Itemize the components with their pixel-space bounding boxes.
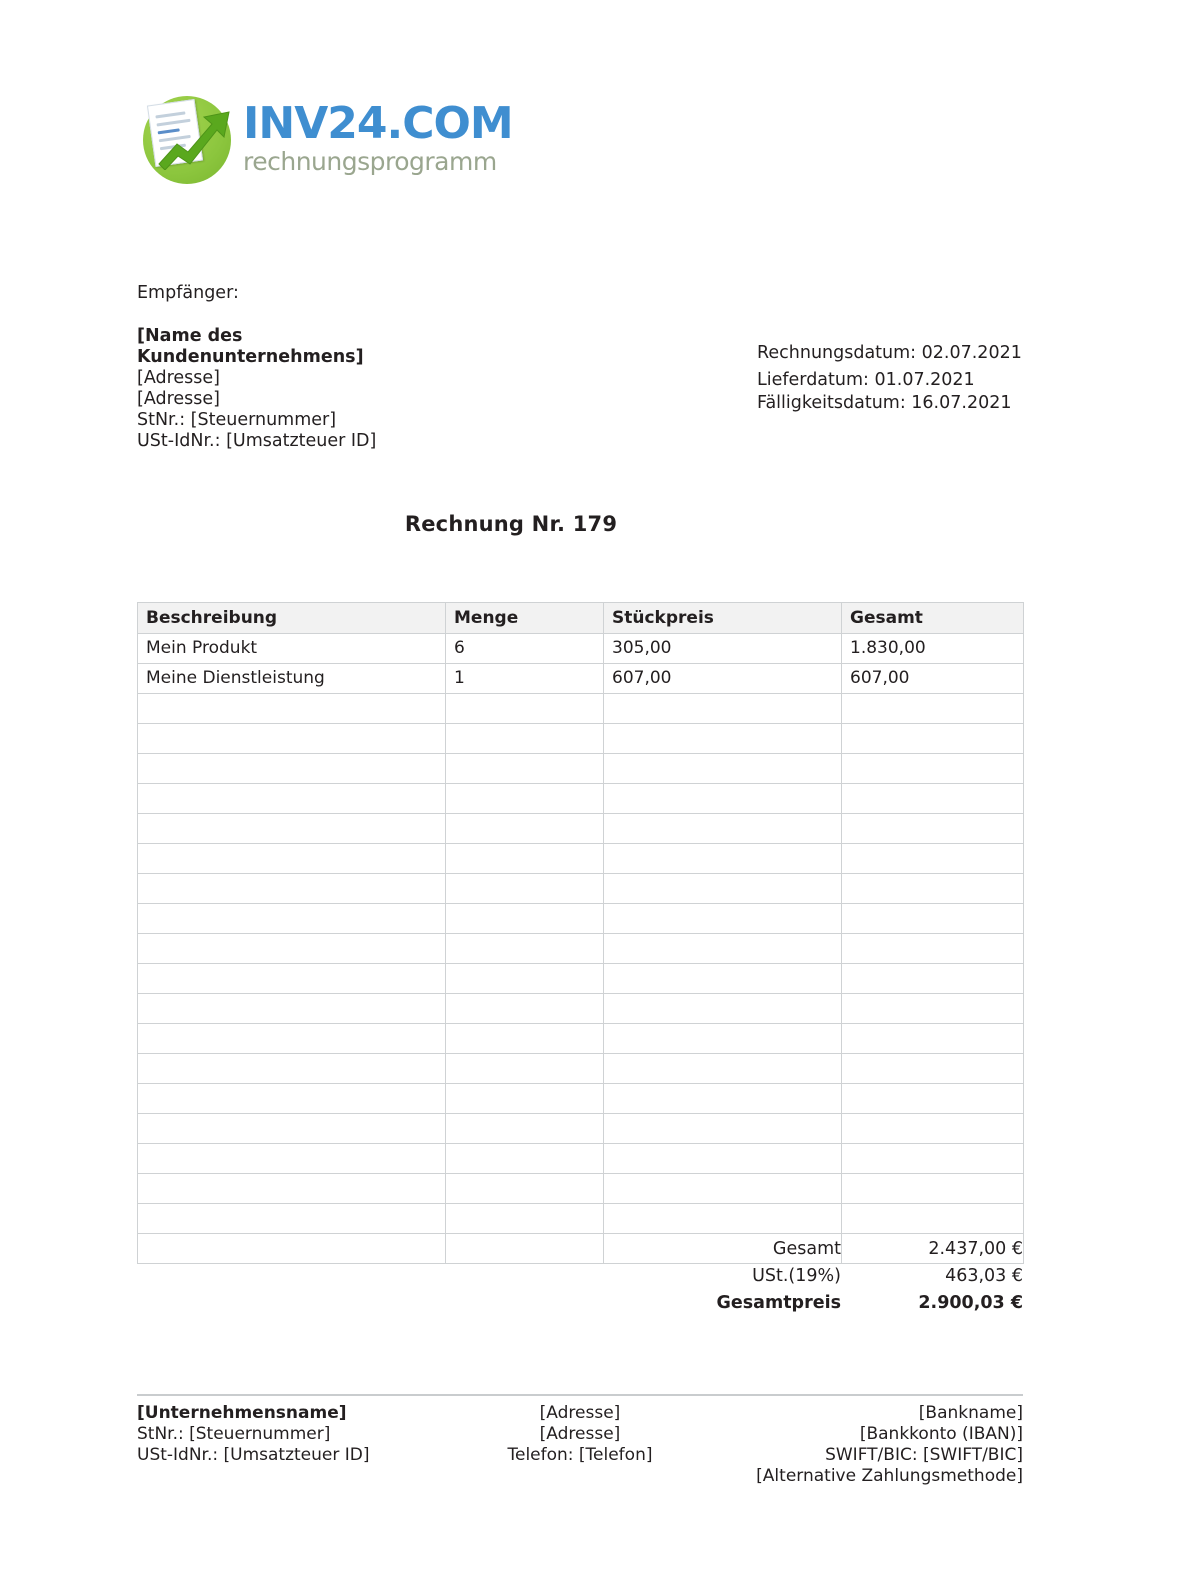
footer-company-name: [Unternehmensname] [137,1403,347,1423]
cell-total: 1.830,00 [842,634,1024,664]
table-row [138,664,1024,694]
subtotal-label: Gesamt [772,1239,841,1259]
cell-empty [604,1144,842,1174]
cell-empty [446,1174,604,1204]
page-title: Rechnung Nr. 179 [404,512,618,536]
cell-empty [446,934,604,964]
cell-empty [604,1204,842,1234]
footer-address-line-2: [Adresse] [539,1424,621,1444]
table-row [138,634,1024,664]
recipient-tax-number: StNr.: [Steuernummer] [137,410,337,430]
footer-bank-name: [Bankname] [918,1403,1023,1423]
cell-empty [138,754,446,784]
cell-empty [842,994,1024,1024]
cell-empty [138,1144,446,1174]
table-row-empty [138,1114,1024,1144]
cell-empty [604,814,842,844]
invoice-dates [757,342,1022,415]
cell-empty [604,964,842,994]
table-row-empty [138,694,1024,724]
cell-empty [842,694,1024,724]
subtotal-value: 2.437,00 € [928,1239,1023,1259]
cell-empty [138,934,446,964]
brand-title: INV24.COM [243,98,513,149]
table-row-empty [138,754,1024,784]
table-row-empty [138,934,1024,964]
cell-empty [604,874,842,904]
grand-total-label: Gesamtpreis [716,1293,841,1313]
cell-empty [604,844,842,874]
recipient-label: Empfänger: [137,283,239,303]
cell-empty [842,904,1024,934]
recipient-company: [Name des Kundenunternehmens] [137,326,364,367]
cell-empty [138,814,446,844]
cell-empty [604,1024,842,1054]
cell-empty [138,844,446,874]
cell-empty [842,1144,1024,1174]
cell-description: Meine Dienstleistung [138,664,446,694]
invoice-date: Rechnungsdatum: 02.07.2021 [757,343,1022,363]
table-row-empty [138,1174,1024,1204]
cell-empty [604,904,842,934]
cell-empty [842,754,1024,784]
cell-empty [842,964,1024,994]
cell-empty [138,694,446,724]
cell-empty [446,754,604,784]
cell-empty [138,874,446,904]
cell-empty [842,1114,1024,1144]
footer-company-column [137,1403,432,1487]
recipient-address [137,326,437,452]
recipient-address-line-2: [Adresse] [137,389,221,409]
cell-empty [138,724,446,754]
cell-unit-price: 305,00 [604,634,842,664]
cell-empty [842,1054,1024,1084]
totals-row-subtotal [137,1236,1023,1263]
cell-empty [604,1084,842,1114]
cell-total: 607,00 [842,664,1024,694]
page-footer [137,1394,1023,1487]
inv24-logo-icon [137,88,239,188]
cell-quantity: 6 [446,634,604,664]
cell-empty [842,724,1024,754]
recipient-address-line-1: [Adresse] [137,368,221,388]
line-items-body [138,634,1024,1264]
cell-empty [842,1174,1024,1204]
cell-empty [604,1174,842,1204]
table-row-empty [138,1204,1024,1234]
cell-empty [446,1114,604,1144]
table-row-empty [138,964,1024,994]
cell-empty [842,874,1024,904]
cell-empty [604,724,842,754]
cell-empty [138,1114,446,1144]
footer-tax-number: StNr.: [Steuernummer] [137,1424,331,1444]
vat-value: 463,03 € [945,1266,1023,1286]
cell-empty [604,754,842,784]
cell-empty [446,904,604,934]
cell-empty [604,934,842,964]
table-row-empty [138,784,1024,814]
growth-arrow-icon [157,108,233,170]
table-row-empty [138,1024,1024,1054]
cell-empty [842,1084,1024,1114]
cell-empty [446,1144,604,1174]
cell-empty [446,964,604,994]
cell-empty [138,964,446,994]
totals-section [137,1236,1023,1317]
table-row-empty [138,1144,1024,1174]
delivery-date: Lieferdatum: 01.07.2021 [757,370,975,390]
cell-unit-price: 607,00 [604,664,842,694]
cell-empty [138,1174,446,1204]
cell-empty [138,1204,446,1234]
column-header-description: Beschreibung [138,603,446,634]
cell-empty [842,1024,1024,1054]
recipient-vat-id: USt-IdNr.: [Umsatzteuer ID] [137,431,377,451]
grand-total-value: 2.900,03 € [918,1293,1023,1313]
table-row-empty [138,844,1024,874]
table-row-empty [138,814,1024,844]
column-header-total: Gesamt [842,603,1024,634]
footer-alternative-payment: [Alternative Zahlungsmethode] [756,1466,1023,1486]
table-row-empty [138,994,1024,1024]
line-items-table [137,602,1024,1264]
cell-empty [138,784,446,814]
brand-subtitle: rechnungsprogramm [243,147,497,176]
cell-quantity: 1 [446,664,604,694]
table-row-empty [138,874,1024,904]
cell-empty [604,994,842,1024]
table-row-empty [138,1054,1024,1084]
cell-empty [446,994,604,1024]
footer-swift-bic: SWIFT/BIC: [SWIFT/BIC] [825,1445,1023,1465]
cell-empty [604,784,842,814]
brand-logo[interactable] [137,88,513,188]
footer-bank-column [728,1403,1023,1487]
cell-empty [138,1054,446,1084]
cell-empty [604,694,842,724]
table-row-empty [138,724,1024,754]
vat-label: USt.(19%) [752,1266,841,1286]
footer-contact-column [432,1403,727,1487]
cell-empty [446,784,604,814]
cell-empty [446,1054,604,1084]
totals-row-grand [137,1290,1023,1317]
cell-empty [604,1114,842,1144]
cell-empty [446,814,604,844]
cell-empty [138,1024,446,1054]
footer-bank-account: [Bankkonto (IBAN)] [859,1424,1023,1444]
column-header-unit-price: Stückpreis [604,603,842,634]
cell-empty [446,1084,604,1114]
cell-empty [138,994,446,1024]
cell-description: Mein Produkt [138,634,446,664]
cell-empty [446,724,604,754]
footer-address-line-1: [Adresse] [539,1403,621,1423]
cell-empty [842,934,1024,964]
footer-phone: Telefon: [Telefon] [507,1445,653,1465]
cell-empty [842,814,1024,844]
cell-empty [842,844,1024,874]
table-row-empty [138,1084,1024,1114]
cell-empty [446,694,604,724]
table-row-empty [138,904,1024,934]
column-header-quantity: Menge [446,603,604,634]
cell-empty [842,784,1024,814]
cell-empty [446,844,604,874]
cell-empty [842,1204,1024,1234]
cell-empty [604,1054,842,1084]
footer-vat-id: USt-IdNr.: [Umsatzteuer ID] [137,1445,370,1465]
due-date: Fälligkeitsdatum: 16.07.2021 [757,393,1012,413]
cell-empty [446,874,604,904]
table-header-row [138,603,1024,634]
cell-empty [138,1084,446,1114]
totals-row-vat [137,1263,1023,1290]
cell-empty [138,904,446,934]
cell-empty [446,1204,604,1234]
cell-empty [446,1024,604,1054]
